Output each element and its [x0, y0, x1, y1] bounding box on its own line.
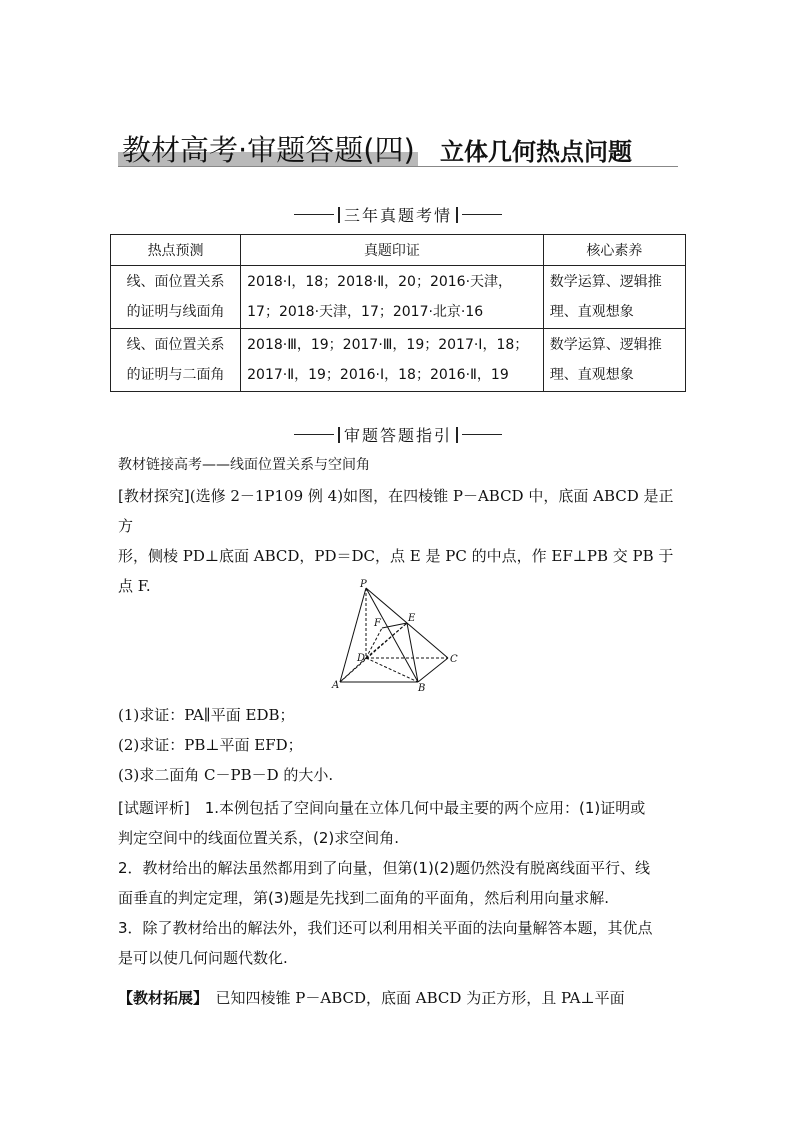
extension [118, 983, 680, 1013]
table-cell-literacy: 数学运算、逻辑推 理、直观想象 [543, 329, 685, 392]
table-header: 核心素养 [543, 235, 685, 266]
problem-line: 形，侧棱 PD⊥底面 ABCD，PD＝DC，点 E 是 PC 的中点，作 EF⊥PB 交 PB 于 [118, 547, 674, 565]
questions [118, 700, 680, 790]
exam-table [110, 234, 686, 392]
extension-text: 已知四棱锥 P－ABCD，底面 ABCD 为正方形，且 PA⊥平面 [200, 989, 625, 1007]
table-cell-topic: 线、面位置关系 的证明与二面角 [111, 329, 241, 392]
label-d: D [357, 653, 366, 664]
table-cell-topic: 线、面位置关系 的证明与线面角 [111, 266, 241, 329]
problem-tag: [教材探究] [118, 487, 190, 505]
title-sub: 立体几何热点问题 [440, 137, 632, 166]
table-cell-evidence: 2018·Ⅰ，18；2018·Ⅱ，20；2016·天津， 17；2018·天津，17；2017·北京·16 [241, 266, 544, 329]
pyramid-figure [330, 578, 465, 693]
question-item: (3)求二面角 C－PB－D 的大小. [118, 766, 334, 784]
question-item: (1)求证：PA∥平面 EDB； [118, 706, 295, 724]
edge-pa [340, 588, 366, 682]
problem-line: 点 F. [118, 577, 151, 595]
chapter-title [118, 128, 678, 170]
table-row [111, 329, 686, 392]
edge-db [366, 658, 418, 682]
label-p: P [360, 579, 367, 590]
section-heading-guide [110, 423, 686, 446]
edge-df [366, 628, 382, 658]
section-heading-exam [110, 203, 686, 226]
section-heading-text: 审题答题指引 [343, 426, 452, 445]
section-heading-text: 三年真题考情 [343, 206, 452, 225]
table-row [111, 266, 686, 329]
subtitle: 教材链接高考——线面位置关系与空间角 [118, 457, 370, 473]
edge-bc [418, 658, 448, 682]
edge-eb [407, 623, 418, 682]
edge-pb [366, 588, 418, 682]
title-main: 教材高考·审题答题(四) [122, 133, 415, 167]
label-b: B [418, 683, 426, 693]
question-item: (2)求证：PB⊥平面 EFD； [118, 736, 303, 754]
label-e: E [408, 613, 416, 624]
analysis-tag: [试题评析] [118, 799, 190, 817]
table-header: 真题印证 [241, 235, 544, 266]
extension-tag: 【教材拓展】 [118, 989, 201, 1007]
label-a: A [332, 680, 340, 691]
label-c: C [450, 654, 458, 665]
label-f: F [374, 618, 381, 629]
table-cell-literacy: 数学运算、逻辑推 理、直观想象 [543, 266, 685, 329]
table-cell-evidence: 2018·Ⅲ，19；2017·Ⅲ，19；2017·Ⅰ，18； 2017·Ⅱ，19；2016·Ⅰ，18；2016·Ⅱ，19 [241, 329, 544, 392]
table-header: 热点预测 [111, 235, 241, 266]
analysis: [试题评析] 1.本例包括了空间向量在立体几何中最主要的两个应用：(1)证明或 判定空间中的线面位置关系，(2)求空间角. 2．教材给出的解法虽然都用到了向量，但第(1)(2)题仍然没有脱离线面平行、线 面垂直的判定定理，第(3)题是先找到二面角的平面角，然后利用向量求解. 3．除了教材给出的解法外，我们还可以利用相关平面的法向量解答本题，其优点 是可以使几何问题代数化. [118, 799, 653, 967]
table-header-row [111, 235, 686, 266]
problem-line: (选修 2－1P109 例 4)如图，在四棱锥 P－ABCD 中，底面 ABCD 是正方 [118, 487, 674, 535]
